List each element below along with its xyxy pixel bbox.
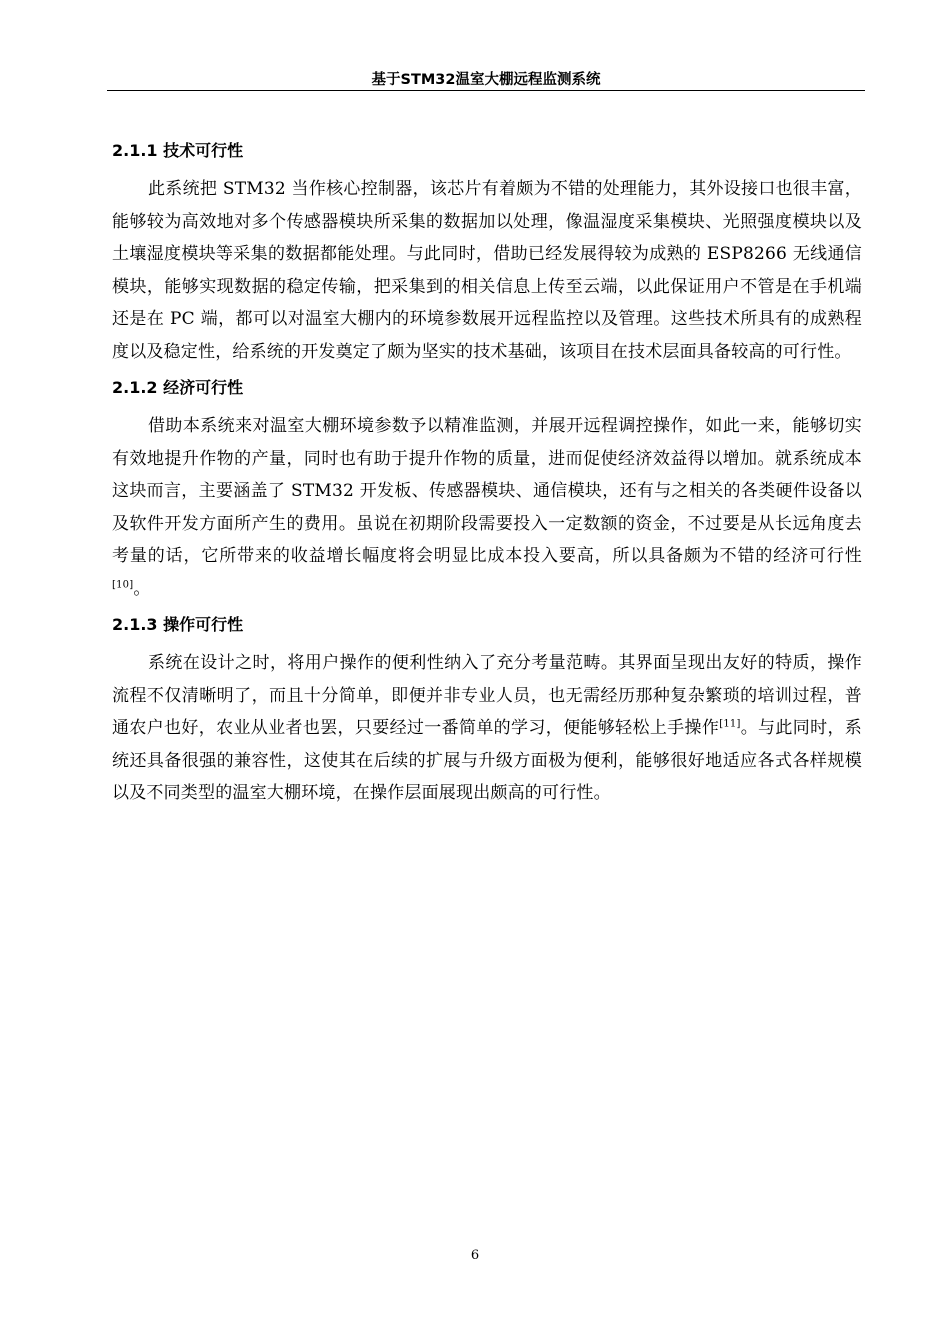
citation-reference: [10] (112, 578, 134, 590)
paragraph-tail: 。与此同时，系统还具备很强的兼容性，这使其在后续的扩展与升级方面极为便利，能够很好地适应各式各样规模以及不同类型的温室大棚环境，在操作层面展现出颇高的可行性。 (112, 718, 863, 803)
section-economic-feasibility (112, 372, 862, 605)
section-operational-feasibility (112, 609, 862, 810)
section-heading: 2.1.1 技术可行性 (112, 141, 244, 160)
section-paragraph (112, 647, 862, 810)
page-number: 6 (470, 1248, 480, 1263)
header-divider (107, 90, 865, 91)
paragraph-text: 借助本系统来对温室大棚环境参数予以精准监测，并展开远程调控操作，如此一来，能够切实有效地提升作物的产量，同时也有助于提升作物的质量，进而促使经济效益得以增加。就系统成本这块而言，主要涵盖了 STM32 开发板、传感器模块、通信模块，还有与之相关的各类硬件设备以及软件开发方面所产生的费用。虽说在初期阶段需要投入一定数额的资金，不过要是从长远角度去考量的话，它所带来的收益增长幅度将会明显比成本投入要高，所以具备颇为不错的经济可行性 (112, 416, 862, 566)
section-heading: 2.1.2 经济可行性 (112, 378, 244, 397)
section-heading: 2.1.3 操作可行性 (112, 615, 244, 634)
section-technical-feasibility (112, 135, 862, 368)
document-body (112, 135, 862, 814)
paragraph-text: 系统在设计之时，将用户操作的便利性纳入了充分考量范畴。其界面呈现出友好的特质，操作流程不仅清晰明了，而且十分简单，即便并非专业人员，也无需经历那种复杂繁琐的培训过程，普通农户也好，农业从业者也罢，只要经过一番简单的学习，便能够轻松上手操作 (112, 653, 862, 738)
page-header-title: 基于STM32温室大棚远程监测系统 (371, 72, 601, 88)
section-paragraph: 此系统把 STM32 当作核心控制器，该芯片有着颇为不错的处理能力，其外设接口也很丰富，能够较为高效地对多个传感器模块所采集的数据加以处理，像温湿度采集模块、光照强度模块以及土壤湿度模块等采集的数据都能处理。与此同时，借助已经发展得较为成熟的 ESP8266 无线通信模块，能够实现数据的稳定传输，把采集到的相关信息上传至云端，以此保证用户不管是在手机端还是在 PC 端，都可以对温室大棚内的环境参数展开远程监控以及管理。这些技术所具有的成熟程度以及稳定性，给系统的开发奠定了颇为坚实的技术基础，该项目在技术层面具备较高的可行性。 (112, 179, 862, 362)
citation-reference: [11] (719, 718, 741, 730)
paragraph-tail: 。 (133, 578, 151, 599)
section-paragraph (112, 410, 862, 605)
